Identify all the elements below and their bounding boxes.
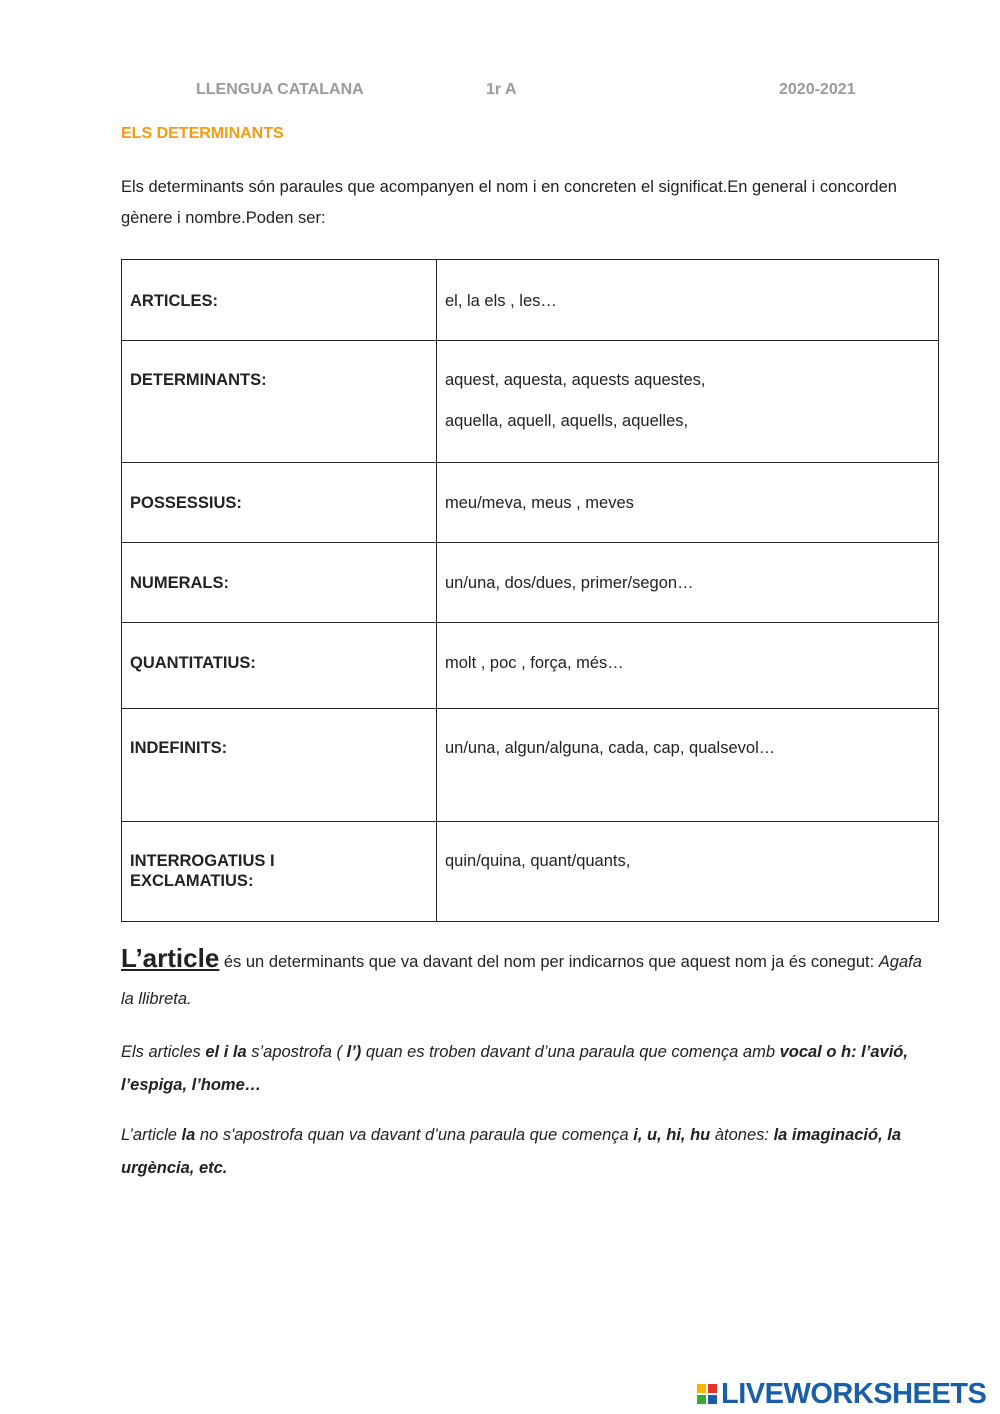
row-label: ARTICLES: bbox=[122, 260, 437, 341]
no-apostrophe-rule-paragraph: L’article la no s'apostrofa quan va davant d’una paraula que comença i, u, hi, hu àtones: la imaginació, la urgència, etc. bbox=[121, 1126, 902, 1177]
row-examples: el, la els , les… bbox=[437, 260, 939, 341]
determinants-table bbox=[121, 259, 939, 922]
row-examples: quin/quina, quant/quants, bbox=[437, 822, 939, 922]
logo-squares-icon bbox=[697, 1384, 717, 1404]
article-paragraph bbox=[121, 940, 931, 1018]
table-row bbox=[122, 260, 939, 341]
row-examples: molt , poc , força, més… bbox=[437, 623, 939, 709]
table-row bbox=[122, 543, 939, 623]
header-subject: LLENGUA CATALANA bbox=[196, 81, 364, 98]
row-examples: un/una, algun/alguna, cada, cap, qualsevol… bbox=[437, 709, 939, 822]
row-label: INDEFINITS: bbox=[122, 709, 437, 822]
table-row bbox=[122, 341, 939, 463]
page-title: ELS DETERMINANTS bbox=[121, 125, 284, 142]
row-label: DETERMINANTS: bbox=[122, 341, 437, 463]
article-heading: L’article bbox=[121, 943, 220, 973]
table-row bbox=[122, 709, 939, 822]
table-row bbox=[122, 822, 939, 922]
row-label: QUANTITATIUS: bbox=[122, 623, 437, 709]
header-year: 2020-2021 bbox=[779, 81, 856, 98]
article-example: Agafa la llibreta. bbox=[121, 953, 922, 1008]
logo-text: LIVEWORKSHEETS bbox=[721, 1377, 987, 1410]
row-label: NUMERALS: bbox=[122, 543, 437, 623]
liveworksheets-logo bbox=[697, 1378, 986, 1410]
intro-paragraph: Els determinants són paraules que acompanyen el nom i en concreten el significat.En general i concorden gènere i nombre.Poden ser: bbox=[121, 178, 897, 227]
row-examples: meu/meva, meus , meves bbox=[437, 463, 939, 543]
header-group: 1r A bbox=[486, 81, 517, 98]
row-label: POSSESSIUS: bbox=[122, 463, 437, 543]
table-row bbox=[122, 463, 939, 543]
row-examples: aquest, aquesta, aquests aquestes, aquella, aquell, aquells, aquelles, bbox=[437, 341, 939, 463]
row-examples: un/una, dos/dues, primer/segon… bbox=[437, 543, 939, 623]
apostrophe-rule-paragraph: Els articles el i la s’apostrofa ( l’) quan es troben davant d’una paraula que comença amb vocal o h: l’avió, l’espiga, l’home… bbox=[121, 1043, 908, 1094]
article-text: és un determinants que va davant del nom per indicarnos que aquest nom ja és conegut: bbox=[219, 953, 879, 971]
table-row bbox=[122, 623, 939, 709]
row-label: INTERROGATIUS I EXCLAMATIUS: bbox=[122, 822, 437, 922]
